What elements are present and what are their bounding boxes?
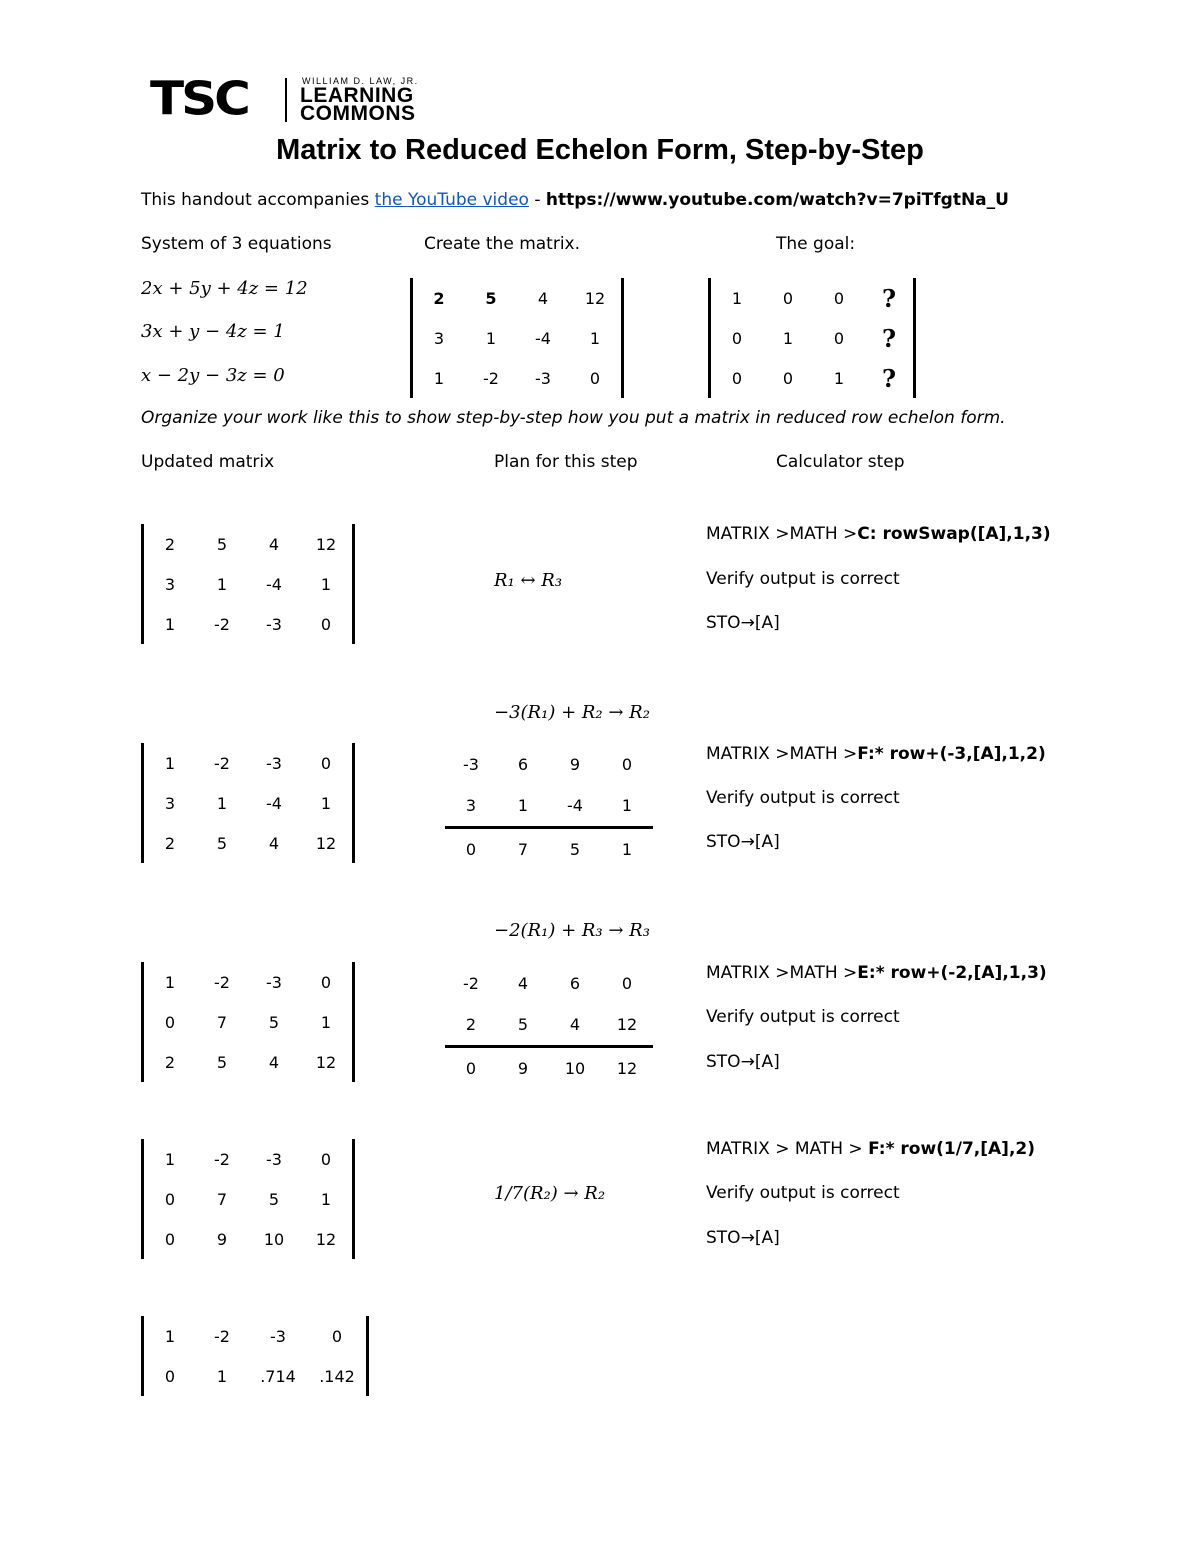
matrix-cell: -2 bbox=[214, 614, 230, 634]
matrix-cell: 2 bbox=[164, 534, 176, 554]
logo-tsc: TSC bbox=[150, 72, 248, 126]
matrix-cell: -3 bbox=[266, 972, 282, 992]
arrow-icon: → bbox=[740, 1228, 755, 1248]
arith-cell: 0 bbox=[621, 755, 633, 774]
arith-result-row bbox=[445, 829, 653, 870]
matrix-row bbox=[144, 743, 352, 783]
arith-cell: 5 bbox=[517, 1015, 529, 1034]
final-matrix bbox=[141, 1316, 369, 1396]
calc-prefix: MATRIX > MATH > bbox=[706, 1139, 869, 1159]
initial-matrix bbox=[410, 278, 624, 398]
matrix-cell: -4 bbox=[266, 793, 282, 813]
unknown-cell: ? bbox=[881, 323, 897, 353]
matrix-row bbox=[711, 358, 913, 398]
matrix-cell: 1 bbox=[164, 1149, 176, 1169]
calc-command: F:* row(1/7,[A],2) bbox=[868, 1139, 1035, 1159]
matrix-cell: 5 bbox=[268, 1189, 280, 1209]
step4-calc-store bbox=[706, 1228, 780, 1248]
store-target: [A] bbox=[754, 1052, 780, 1072]
matrix-cell: 2 bbox=[164, 1052, 176, 1072]
matrix-row bbox=[144, 962, 352, 1002]
matrix-cell: 2 bbox=[433, 288, 445, 308]
matrix-cell: -2 bbox=[214, 1149, 230, 1169]
matrix-cell: 1 bbox=[216, 793, 228, 813]
matrix-cell: 0 bbox=[731, 328, 743, 348]
matrix-cell: 1 bbox=[216, 574, 228, 594]
intro-dash: - bbox=[528, 190, 546, 210]
column-plan: Plan for this step bbox=[494, 452, 638, 472]
matrix-cell: 1 bbox=[589, 328, 601, 348]
matrix-cell: 1 bbox=[433, 368, 445, 388]
goal-matrix bbox=[708, 278, 916, 398]
matrix-cell: 1 bbox=[164, 1326, 176, 1346]
matrix-cell: 1 bbox=[164, 972, 176, 992]
arith-cell: 6 bbox=[517, 755, 529, 774]
page-title: Matrix to Reduced Echelon Form, Step-by-Step bbox=[276, 134, 924, 166]
arrow-icon: → bbox=[740, 832, 755, 852]
step4-calc-verify: Verify output is correct bbox=[706, 1183, 900, 1203]
step3-plan: −2(R₁) + R₃ → R₃ bbox=[494, 920, 650, 941]
store-label: STO bbox=[706, 613, 741, 633]
calc-prefix: MATRIX >MATH > bbox=[706, 963, 858, 983]
arith-cell: 12 bbox=[616, 1015, 638, 1034]
logo-subtitle: WILLIAM D. LAW, JR. bbox=[302, 76, 419, 86]
arith-cell: 4 bbox=[569, 1015, 581, 1034]
youtube-link[interactable]: the YouTube video bbox=[374, 190, 529, 210]
matrix-cell: 4 bbox=[268, 833, 280, 853]
intro-prefix: This handout accompanies bbox=[141, 190, 375, 210]
matrix-cell: 0 bbox=[331, 1326, 343, 1346]
matrix-cell: .714 bbox=[260, 1366, 296, 1386]
logo-divider bbox=[285, 78, 287, 122]
store-label: STO bbox=[706, 832, 741, 852]
matrix-cell: 5 bbox=[216, 1052, 228, 1072]
matrix-cell: -2 bbox=[483, 368, 499, 388]
matrix-row bbox=[144, 823, 352, 863]
matrix-cell: 1 bbox=[320, 1189, 332, 1209]
arith-cell: -2 bbox=[463, 974, 479, 993]
column-calculator: Calculator step bbox=[776, 452, 905, 472]
matrix-cell: 5 bbox=[268, 1012, 280, 1032]
arith-cell: 3 bbox=[465, 796, 477, 815]
step1-calc-command bbox=[706, 524, 1051, 544]
equation-1: 2x + 5y + 4z = 12 bbox=[141, 278, 308, 299]
calc-command: E:* row+(-2,[A],1,3) bbox=[857, 963, 1047, 983]
matrix-cell: 1 bbox=[731, 288, 743, 308]
arrow-icon: → bbox=[740, 613, 755, 633]
step2-calc-store bbox=[706, 832, 780, 852]
matrix-row bbox=[144, 524, 352, 564]
matrix-cell: 0 bbox=[320, 972, 332, 992]
step1-plan: R₁ ↔ R₃ bbox=[494, 570, 563, 591]
matrix-cell: 1 bbox=[320, 793, 332, 813]
store-label: STO bbox=[706, 1052, 741, 1072]
matrix-cell: -3 bbox=[266, 1149, 282, 1169]
store-target: [A] bbox=[754, 832, 780, 852]
matrix-row bbox=[144, 783, 352, 823]
matrix-cell: 4 bbox=[537, 288, 549, 308]
matrix-row bbox=[144, 1042, 352, 1082]
step2-matrix bbox=[141, 743, 355, 863]
youtube-url[interactable]: https://www.youtube.com/watch?v=7piTfgtNa_U bbox=[545, 190, 1009, 210]
matrix-cell: 0 bbox=[833, 288, 845, 308]
arith-row bbox=[445, 744, 653, 785]
matrix-cell: 0 bbox=[164, 1189, 176, 1209]
matrix-cell: 3 bbox=[164, 793, 176, 813]
matrix-cell: 1 bbox=[782, 328, 794, 348]
store-label: STO bbox=[706, 1228, 741, 1248]
matrix-cell: .142 bbox=[319, 1366, 355, 1386]
matrix-cell: 1 bbox=[833, 368, 845, 388]
matrix-cell: 0 bbox=[731, 368, 743, 388]
matrix-row bbox=[413, 358, 621, 398]
matrix-cell: 7 bbox=[216, 1189, 228, 1209]
matrix-cell: 7 bbox=[216, 1012, 228, 1032]
step3-arithmetic bbox=[445, 963, 653, 1089]
arith-cell: 5 bbox=[569, 840, 581, 859]
matrix-cell: 12 bbox=[584, 288, 606, 308]
matrix-row bbox=[144, 1356, 366, 1396]
calc-command: F:* row+(-3,[A],1,2) bbox=[857, 744, 1046, 764]
matrix-row bbox=[711, 278, 913, 318]
store-target: [A] bbox=[754, 1228, 780, 1248]
arith-cell: -4 bbox=[567, 796, 583, 815]
matrix-cell: 4 bbox=[268, 1052, 280, 1072]
step2-calc-command bbox=[706, 744, 1046, 764]
arith-row bbox=[445, 785, 653, 826]
step3-calc-verify: Verify output is correct bbox=[706, 1007, 900, 1027]
column-updated: Updated matrix bbox=[141, 452, 275, 472]
step1-matrix bbox=[141, 524, 355, 644]
matrix-row bbox=[413, 278, 621, 318]
matrix-cell: 0 bbox=[164, 1229, 176, 1249]
matrix-cell: 0 bbox=[164, 1366, 176, 1386]
matrix-cell: 0 bbox=[164, 1012, 176, 1032]
matrix-cell: 12 bbox=[315, 833, 337, 853]
matrix-cell: 0 bbox=[833, 328, 845, 348]
matrix-cell: -3 bbox=[266, 753, 282, 773]
matrix-cell: -2 bbox=[214, 1326, 230, 1346]
unknown-cell: ? bbox=[881, 363, 897, 393]
matrix-cell: 1 bbox=[164, 753, 176, 773]
matrix-cell: 4 bbox=[268, 534, 280, 554]
matrix-cell: -2 bbox=[214, 972, 230, 992]
matrix-cell: 0 bbox=[320, 1149, 332, 1169]
matrix-row bbox=[144, 564, 352, 604]
matrix-row bbox=[413, 318, 621, 358]
instruction: Organize your work like this to show step-by-step how you put a matrix in reduced row echelon form. bbox=[141, 408, 1006, 428]
arith-cell: 9 bbox=[569, 755, 581, 774]
matrix-cell: 12 bbox=[315, 534, 337, 554]
matrix-cell: 10 bbox=[263, 1229, 285, 1249]
calc-prefix: MATRIX >MATH > bbox=[706, 744, 858, 764]
header-system: System of 3 equations bbox=[141, 234, 332, 254]
step3-matrix bbox=[141, 962, 355, 1082]
arith-cell: 1 bbox=[517, 796, 529, 815]
matrix-cell: 9 bbox=[216, 1229, 228, 1249]
store-target: [A] bbox=[754, 613, 780, 633]
step2-calc-verify: Verify output is correct bbox=[706, 788, 900, 808]
matrix-cell: 0 bbox=[589, 368, 601, 388]
arith-row bbox=[445, 963, 653, 1004]
step4-matrix bbox=[141, 1139, 355, 1259]
arith-row bbox=[445, 1004, 653, 1045]
matrix-row bbox=[144, 1139, 352, 1179]
arith-result-row bbox=[445, 1048, 653, 1089]
arith-cell: 7 bbox=[517, 840, 529, 859]
step4-calc-command bbox=[706, 1139, 1035, 1159]
arith-cell: 0 bbox=[465, 840, 477, 859]
matrix-cell: -4 bbox=[266, 574, 282, 594]
arith-cell: 0 bbox=[621, 974, 633, 993]
matrix-cell: 1 bbox=[320, 574, 332, 594]
matrix-cell: 1 bbox=[320, 1012, 332, 1032]
matrix-cell: 3 bbox=[433, 328, 445, 348]
step1-calc-verify: Verify output is correct bbox=[706, 569, 900, 589]
matrix-cell: 5 bbox=[485, 288, 497, 308]
arith-cell: 10 bbox=[564, 1059, 586, 1078]
arith-cell: 4 bbox=[517, 974, 529, 993]
arith-cell: 12 bbox=[616, 1059, 638, 1078]
arith-cell: 1 bbox=[621, 840, 633, 859]
matrix-cell: 1 bbox=[164, 614, 176, 634]
calc-command: C: rowSwap([A],1,3) bbox=[857, 524, 1051, 544]
matrix-cell: 2 bbox=[164, 833, 176, 853]
matrix-cell: 1 bbox=[216, 1366, 228, 1386]
step2-arithmetic bbox=[445, 744, 653, 870]
matrix-cell: 3 bbox=[164, 574, 176, 594]
matrix-cell: 0 bbox=[782, 368, 794, 388]
unknown-cell: ? bbox=[881, 283, 897, 313]
logo-commons: COMMONS bbox=[300, 102, 416, 125]
matrix-row bbox=[144, 1002, 352, 1042]
matrix-row bbox=[144, 1179, 352, 1219]
step3-calc-store bbox=[706, 1052, 780, 1072]
arith-cell: 1 bbox=[621, 796, 633, 815]
matrix-cell: -3 bbox=[535, 368, 551, 388]
matrix-cell: 0 bbox=[320, 614, 332, 634]
arith-cell: 6 bbox=[569, 974, 581, 993]
matrix-cell: -3 bbox=[270, 1326, 286, 1346]
matrix-row bbox=[144, 1219, 352, 1259]
equation-3: x − 2y − 3z = 0 bbox=[141, 365, 285, 386]
arith-cell: 9 bbox=[517, 1059, 529, 1078]
step4-plan: 1/7(R₂) → R₂ bbox=[494, 1183, 606, 1204]
matrix-row bbox=[711, 318, 913, 358]
matrix-cell: 12 bbox=[315, 1229, 337, 1249]
matrix-row bbox=[144, 1316, 366, 1356]
matrix-cell: -4 bbox=[535, 328, 551, 348]
calc-prefix: MATRIX >MATH > bbox=[706, 524, 858, 544]
arith-cell: 0 bbox=[465, 1059, 477, 1078]
logo-learning: LEARNING bbox=[300, 84, 414, 107]
matrix-cell: -3 bbox=[266, 614, 282, 634]
step2-plan: −3(R₁) + R₂ → R₂ bbox=[494, 702, 650, 723]
matrix-cell: -2 bbox=[214, 753, 230, 773]
step3-calc-command bbox=[706, 963, 1047, 983]
matrix-cell: 0 bbox=[320, 753, 332, 773]
arith-cell: 2 bbox=[465, 1015, 477, 1034]
matrix-cell: 1 bbox=[485, 328, 497, 348]
matrix-row bbox=[144, 604, 352, 644]
intro-line bbox=[141, 190, 1009, 210]
step1-calc-store bbox=[706, 613, 780, 633]
header-create: Create the matrix. bbox=[424, 234, 581, 254]
matrix-cell: 5 bbox=[216, 833, 228, 853]
equation-2: 3x + y − 4z = 1 bbox=[141, 321, 285, 342]
arrow-icon: → bbox=[740, 1052, 755, 1072]
header-goal: The goal: bbox=[776, 234, 856, 254]
matrix-cell: 12 bbox=[315, 1052, 337, 1072]
matrix-cell: 0 bbox=[782, 288, 794, 308]
matrix-cell: 5 bbox=[216, 534, 228, 554]
arith-cell: -3 bbox=[463, 755, 479, 774]
